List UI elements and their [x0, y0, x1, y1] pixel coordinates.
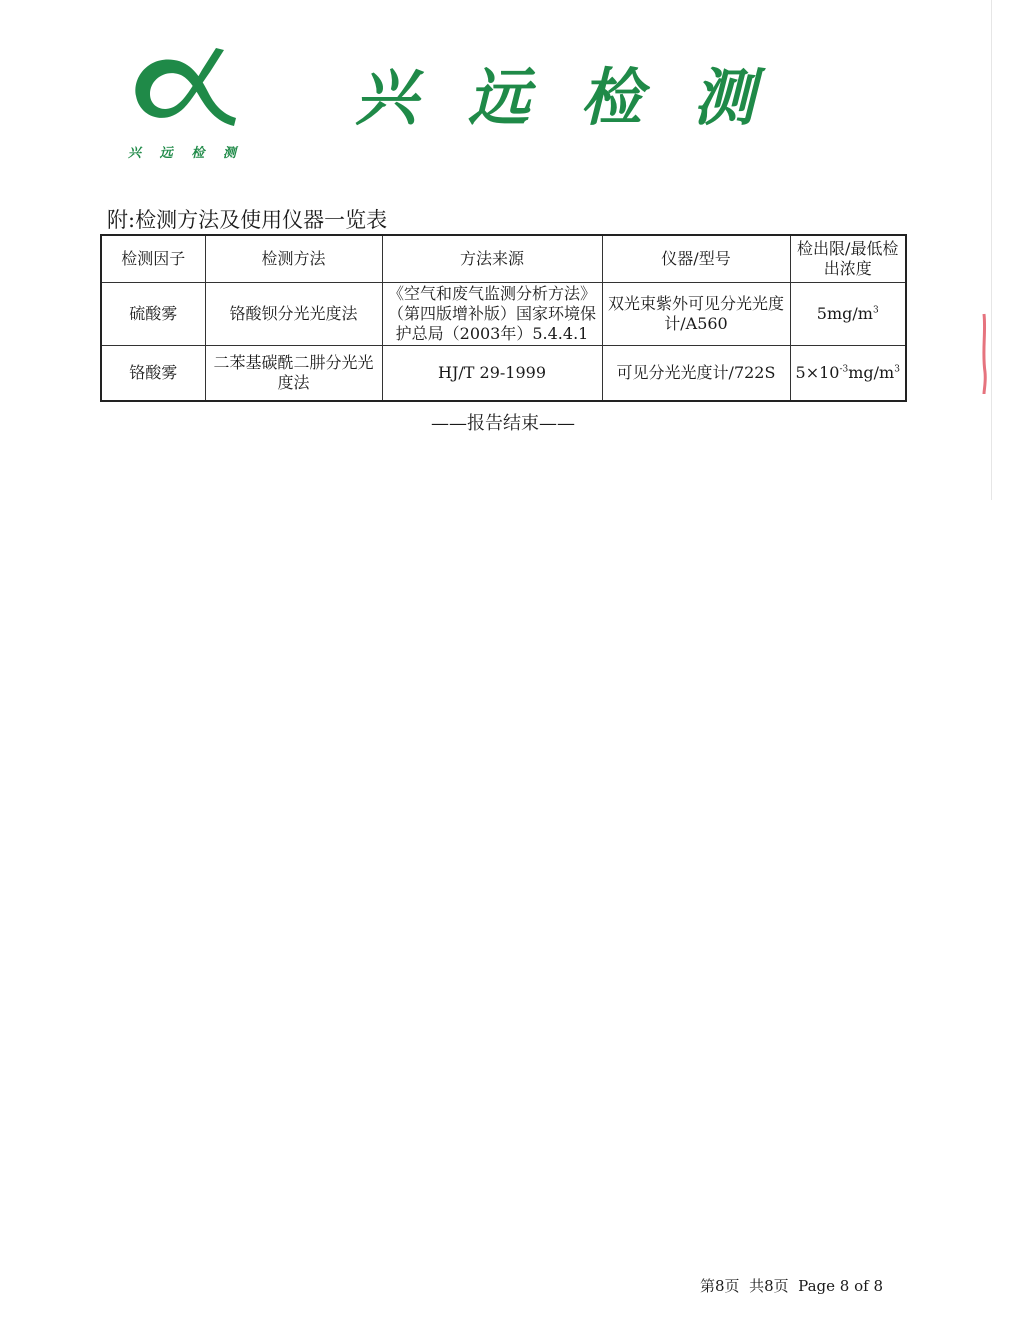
logo-caption-char: 测: [222, 146, 236, 161]
header-instrument: 仪器/型号: [602, 235, 790, 283]
limit-exponent: -3: [839, 364, 849, 375]
brand-title-char: 兴: [355, 61, 418, 134]
limit-value: 5×10: [795, 363, 840, 382]
section-title: 附:检测方法及使用仪器一览表: [107, 208, 388, 232]
table-header-row: [101, 235, 906, 283]
brand-title-char: 检: [580, 61, 643, 134]
logo-caption-char: 检: [191, 146, 205, 161]
methods-table: [100, 234, 907, 402]
report-end-note: ——报告结束——: [431, 413, 575, 434]
limit-value: 5mg/m: [816, 304, 873, 323]
cell-factor: 硫酸雾: [101, 283, 205, 346]
limit-exponent: 3: [872, 305, 879, 316]
cell-source: HJ/T 29-1999: [382, 346, 602, 402]
logo-caption: [128, 142, 236, 161]
cell-instrument: 可见分光光度计/722S: [602, 346, 790, 402]
cell-instrument: 双光束紫外可见分光光度计/A560: [602, 283, 790, 346]
logo-caption-char: 兴: [128, 146, 142, 161]
red-stamp-mark: [980, 312, 988, 396]
company-logo: [128, 42, 238, 134]
header-source: 方法来源: [382, 235, 602, 283]
cell-method: 铬酸钡分光光度法: [205, 283, 382, 346]
limit-unit: mg/m: [848, 363, 895, 382]
cell-source: 《空气和废气监测分析方法》（第四版增补版）国家环境保护总局（2003年）5.4.4.1: [382, 283, 602, 346]
table-row: [101, 283, 906, 346]
cell-limit: [790, 346, 906, 402]
cell-method: 二苯基碳酰二肼分光光度法: [205, 346, 382, 402]
brand-title: [355, 60, 755, 136]
limit-unit-exponent: 3: [894, 364, 900, 375]
cell-limit: [790, 283, 906, 346]
brand-title-char: 测: [692, 61, 755, 134]
logo-caption-char: 远: [159, 146, 173, 161]
header-method: 检测方法: [205, 235, 382, 283]
table-row: [101, 346, 906, 402]
header-factor: 检测因子: [101, 235, 205, 283]
cell-factor: 铬酸雾: [101, 346, 205, 402]
brand-title-char: 远: [467, 61, 530, 134]
page-footer: 第8页 共8页 Page 8 of 8: [700, 1277, 883, 1295]
header-limit: 检出限/最低检出浓度: [790, 235, 906, 283]
